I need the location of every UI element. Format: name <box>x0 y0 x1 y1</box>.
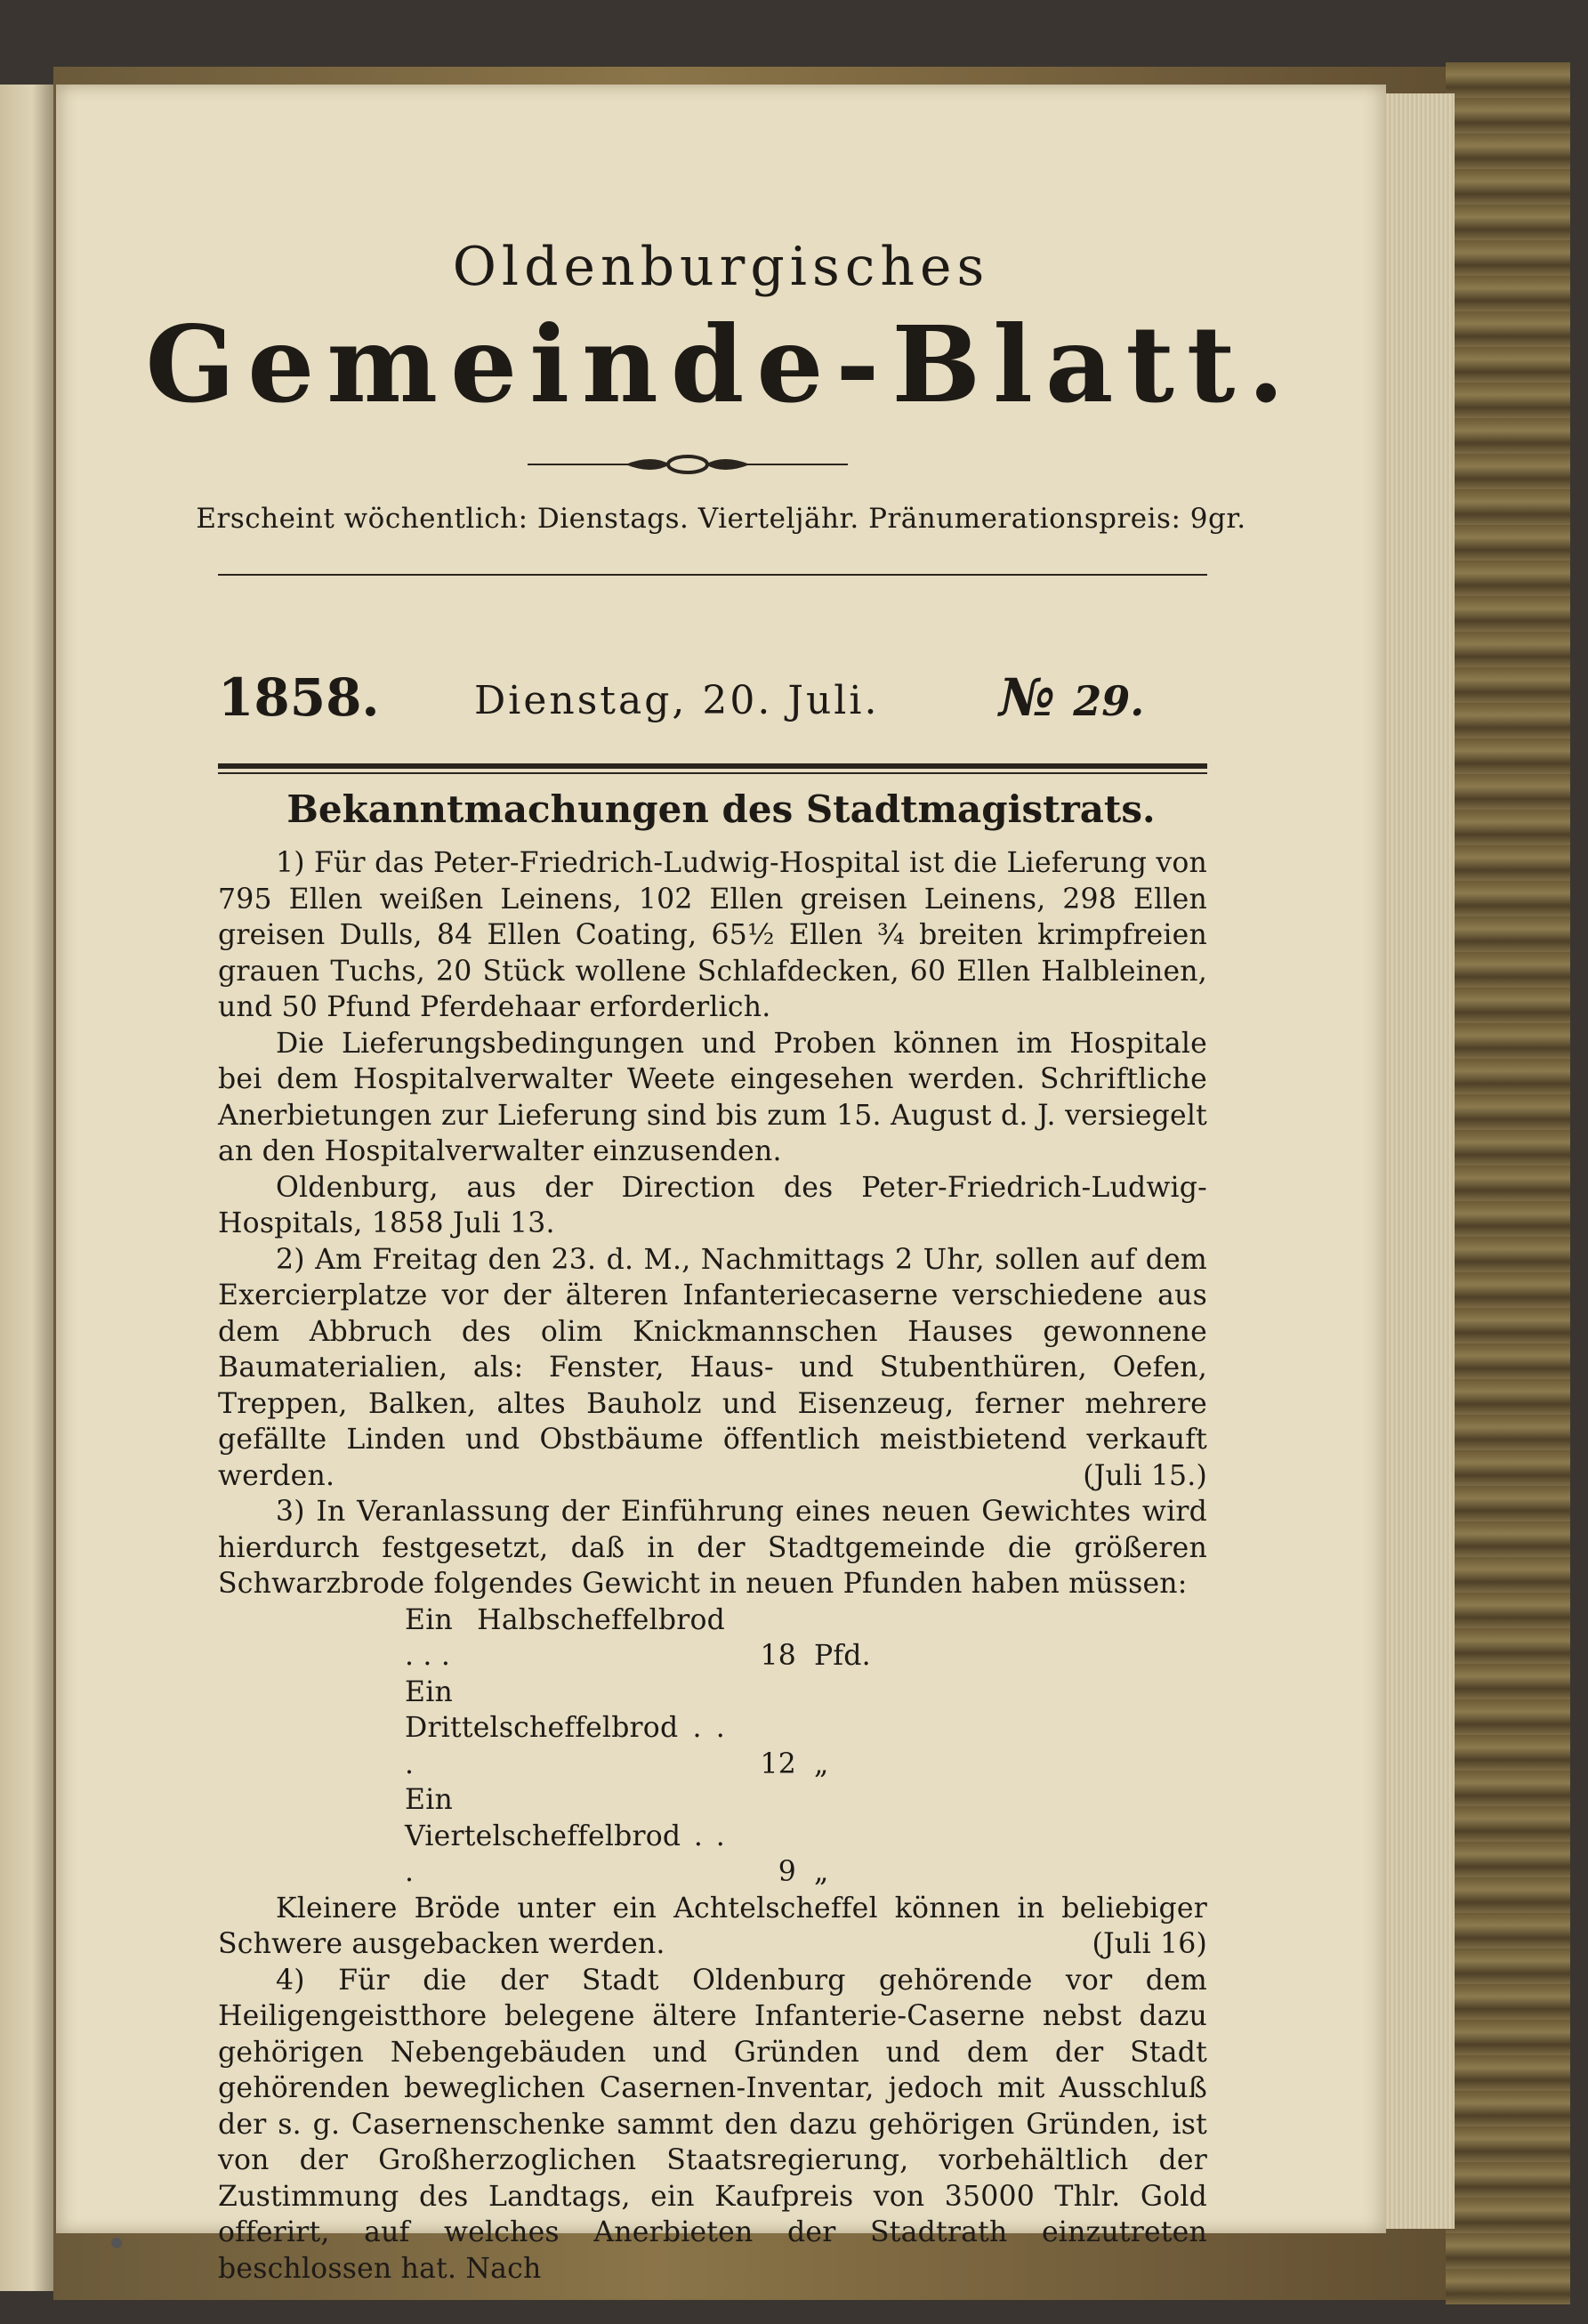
table-row <box>218 1782 1207 1891</box>
rule-thin-below-issue <box>218 772 1207 774</box>
issue-date: Dienstag, 20. Juli. <box>474 678 880 723</box>
masthead-kicker: Oldenburgisches <box>452 236 990 298</box>
issue-number-prefix: № <box>999 667 1056 728</box>
bread-qty: 9 <box>778 1856 796 1888</box>
paragraph-6 <box>218 1891 1207 1963</box>
bread-unit: „ <box>814 1856 829 1888</box>
issue-number <box>999 667 1144 728</box>
issue-year: 1858. <box>218 667 380 728</box>
bread-qty: 18 <box>760 1640 796 1672</box>
table-row <box>218 1674 1207 1783</box>
paragraph-1: 1) Für das Peter-Friedrich-Ludwig-Hospital ist die Lieferung von 795 Ellen weißen Leinens, 102 Ellen greisen Leinens, 298 Ellen greisen Dulls, 84 Ellen Coating, 65½ Ellen ¾ breiten krimpfreien grauen Tuchs, 20 Stück wollene Schlafdecken, 60 Ellen Halbleinen, und 50 Pfund Pferdehaar erforderlich. <box>218 847 1207 1023</box>
paragraph-4-date: (Juli 15.) <box>1083 1459 1207 1492</box>
facing-page-edge <box>0 85 53 2291</box>
paragraph-6-text: Kleinere Bröde unter ein Achtelscheffel können in beliebiger Schwere ausgebacken werden. <box>218 1892 1207 1960</box>
paragraph-7: 4) Für die der Stadt Oldenburg gehörende vor dem Heiligengeistthore belegene ältere Infanterie-Caserne nebst dazu gehörigen Nebengebäuden und Gründen und dem der Stadt gehörenden beweglichen Casernen-Inventar, jedoch mit Ausschluß der s. g. Casernenschenke sammt den dazu gehörigen Gründen, ist von der Großherzoglichen Staatsregierung, vorbehältlich der Zustimmung des Landtags, ein Kaufpreis von 35000 Thlr. Gold offerirt, auf welches Anerbieten der Stadtrath einzutreten beschlossen hat. Nach <box>218 1964 1207 2285</box>
bread-name: Ein Halbscheffelbrod . . . <box>405 1603 725 1672</box>
page-stack-edges <box>1383 93 1455 2229</box>
masthead-title: Gemeinde-Blatt. <box>145 303 1297 426</box>
paragraph-2: Die Lieferungsbedingungen und Proben können im Hospitale bei dem Hospitalverwalter Weete eingesehen werden. Schriftliche Anerbietungen zur Lieferung sind bis zum 15. August d. J. versiegelt an den Hospitalverwalter einzusenden. <box>218 1027 1207 1167</box>
marbled-cover-edge <box>1446 62 1570 2304</box>
issue-number-value: 29. <box>1073 677 1145 725</box>
article-body <box>218 845 1207 2287</box>
bread-unit: „ <box>814 1747 829 1780</box>
masthead-subline: Erscheint wöchentlich: Dienstags. Vierteljähr. Pränumerationspreis: 9gr. <box>196 503 1246 535</box>
bread-unit: Pfd. <box>814 1640 871 1672</box>
table-row <box>218 1602 1207 1674</box>
bread-qty: 12 <box>760 1747 796 1780</box>
paragraph-4-text: 2) Am Freitag den 23. d. M., Nachmittags 2 Uhr, sollen auf dem Exercierplatze vor der älteren Infanteriecaserne verschiedene aus dem Abbruch des olim Knickmannschen Hauses gewonnene Baumaterialien, als: Fenster, Haus- und Stubenthüren, Oefen, Treppen, Balken, altes Bauholz und Eisenzeug, ferner mehrere gefällte Linden und Obstbäume öffentlich meistbietend verkauft werden. <box>218 1243 1207 1492</box>
rule-thick-below-issue <box>218 763 1207 769</box>
paragraph-3: Oldenburg, aus der Direction des Peter-Friedrich-Ludwig-Hospitals, 1858 Juli 13. <box>218 1171 1207 1239</box>
bread-name: Ein Drittelscheffelbrod . . . <box>405 1675 725 1780</box>
section-title: Bekanntmachungen des Stadtmagistrats. <box>286 787 1156 831</box>
newspaper-page <box>56 85 1386 2285</box>
rule-top <box>218 574 1207 576</box>
paragraph-6-date: (Juli 16) <box>1092 1928 1207 1960</box>
ink-dot <box>111 2238 122 2248</box>
bread-weight-table <box>218 1602 1207 1891</box>
ornament-divider-icon <box>528 447 848 482</box>
paragraph-4 <box>218 1242 1207 1495</box>
bread-name: Ein Viertelscheffelbrod . . . <box>405 1784 725 1888</box>
paragraph-5: 3) In Veranlassung der Einführung eines neuen Gewichtes wird hierdurch festgesetzt, daß in der Stadtgemeinde die größeren Schwarzbrode folgendes Gewicht in neuen Pfunden haben müssen: <box>218 1496 1207 1600</box>
